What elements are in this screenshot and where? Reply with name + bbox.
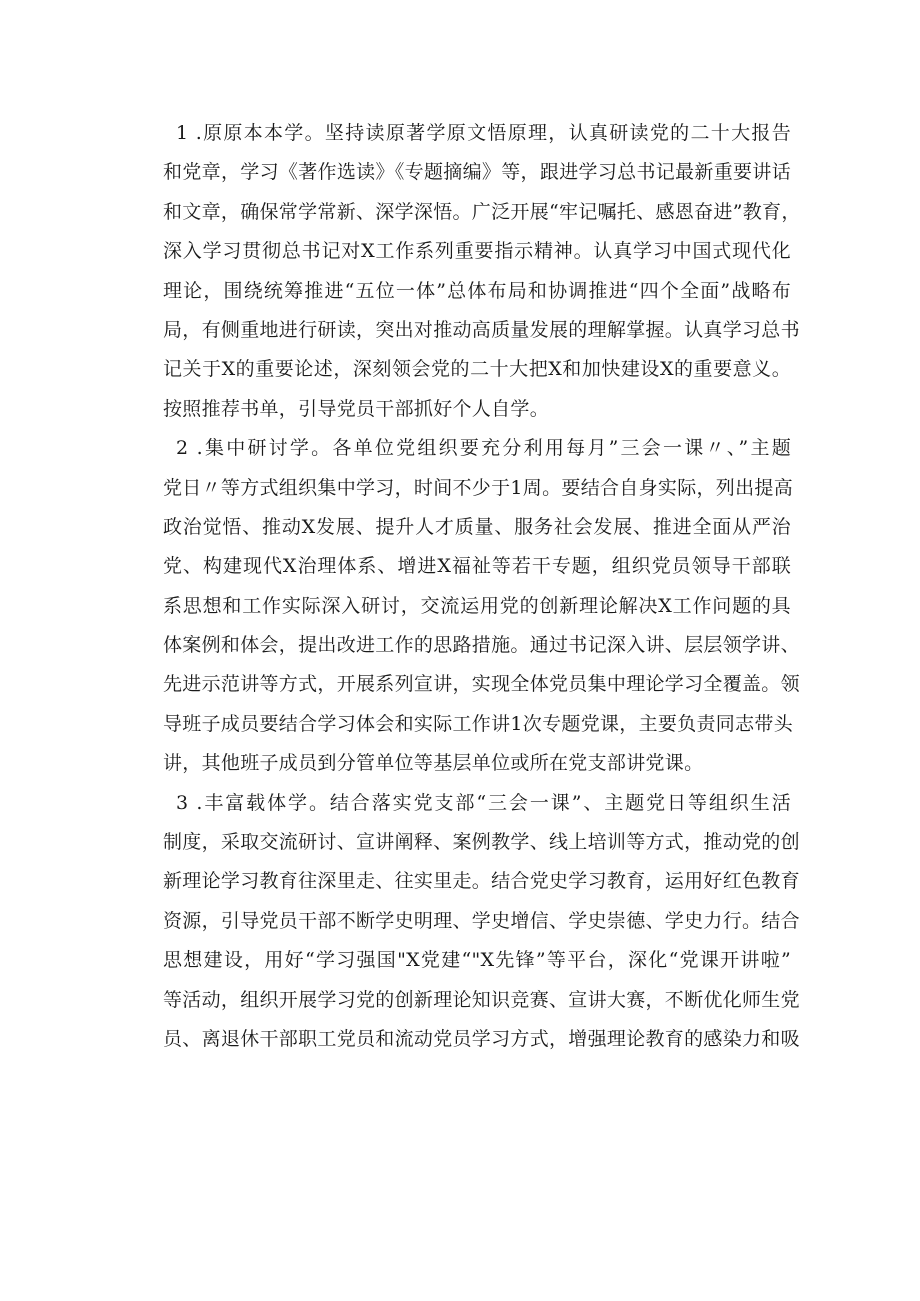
- text-line: 导班子成员要结合学习体会和实际工作讲1次专题党课，主要负责同志带头: [163, 712, 793, 735]
- text-line: 思想建设，用好“学习强国"X党建“"X先锋”等平台，深化“党课开讲啦”: [163, 949, 791, 972]
- text-line: 记关于X的重要论述，深刻领会党的二十大把X和加快建设X的重要意义。: [163, 358, 791, 381]
- text-line: 局，有侧重地进行研读，突出对推动高质量发展的理解掌握。认真学习总书: [163, 318, 800, 341]
- text-line: 政治觉悟、推动X发展、提升人才质量、服务社会发展、推进全面从严治: [163, 515, 791, 538]
- document-body: [163, 114, 801, 1059]
- text-line: 员、离退休干部职工党员和流动党员学习方式，增强理论教育的感染力和吸: [163, 1027, 800, 1050]
- text-line: 等活动，组织开展学习党的创新理论知识竞赛、宣讲大赛，不断优化师生党: [163, 988, 800, 1011]
- text-line: 2 .集中研讨学。各单位党组织要充分利用每月”三会一课〃、”主题: [176, 437, 791, 460]
- text-line: 理论，围绕统筹推进“五位一体”总体布局和协调推进“四个全面”战略布: [163, 279, 791, 302]
- text-line: 新理论学习教育往深里走、往实里走。结合党史学习教育，运用好红色教育: [163, 870, 800, 893]
- text-line: 资源，引导党员干部不断学史明理、学史增信、学史崇德、学史力行。结合: [163, 909, 800, 932]
- text-line: 3 .丰富载体学。结合落实党支部“三会一课”、主题党日等组织生活: [176, 791, 791, 814]
- paragraph-3: [163, 784, 800, 1060]
- text-line: 按照推荐书单，引导党员干部抓好个人自学。: [163, 397, 550, 420]
- text-line: 系思想和工作实际深入研讨，交流运用党的创新理论解决X工作问题的具: [163, 594, 791, 617]
- text-line: 党日〃等方式组织集中学习，时间不少于1周。要结合自身实际，列出提高: [163, 476, 793, 499]
- text-line: 先进示范讲等方式，开展系列宣讲，实现全体党员集中理论学习全覆盖。领: [163, 673, 800, 696]
- text-line: 和文章，确保常学常新、深学深悟。广泛开展“牢记嘱托、感恩奋进”教育，: [163, 200, 801, 223]
- text-line: 讲，其他班子成员到分管单位等基层单位或所在党支部讲党课。: [163, 752, 704, 775]
- text-line: 体案例和体会，提出改进工作的思路措施。通过书记深入讲、层层领学讲、: [163, 634, 800, 657]
- text-line: 制度，采取交流研讨、宣讲阐释、案例教学、线上培训等方式，推动党的创: [163, 831, 800, 854]
- text-line: 深入学习贯彻总书记对X工作系列重要指示精神。认真学习中国式现代化: [163, 240, 791, 263]
- paragraph-2: [163, 429, 800, 784]
- text-line: 党、构建现代X治理体系、增进X福祉等若干专题，组织党员领导干部联: [163, 555, 791, 578]
- text-line: 和党章，学习《著作选读》《专题摘编》等，跟进学习总书记最新重要讲话: [163, 161, 791, 184]
- text-line: 1 .原原本本学。坚持读原著学原文悟原理，认真研读党的二十大报告: [176, 122, 791, 144]
- paragraph-1: [163, 114, 801, 429]
